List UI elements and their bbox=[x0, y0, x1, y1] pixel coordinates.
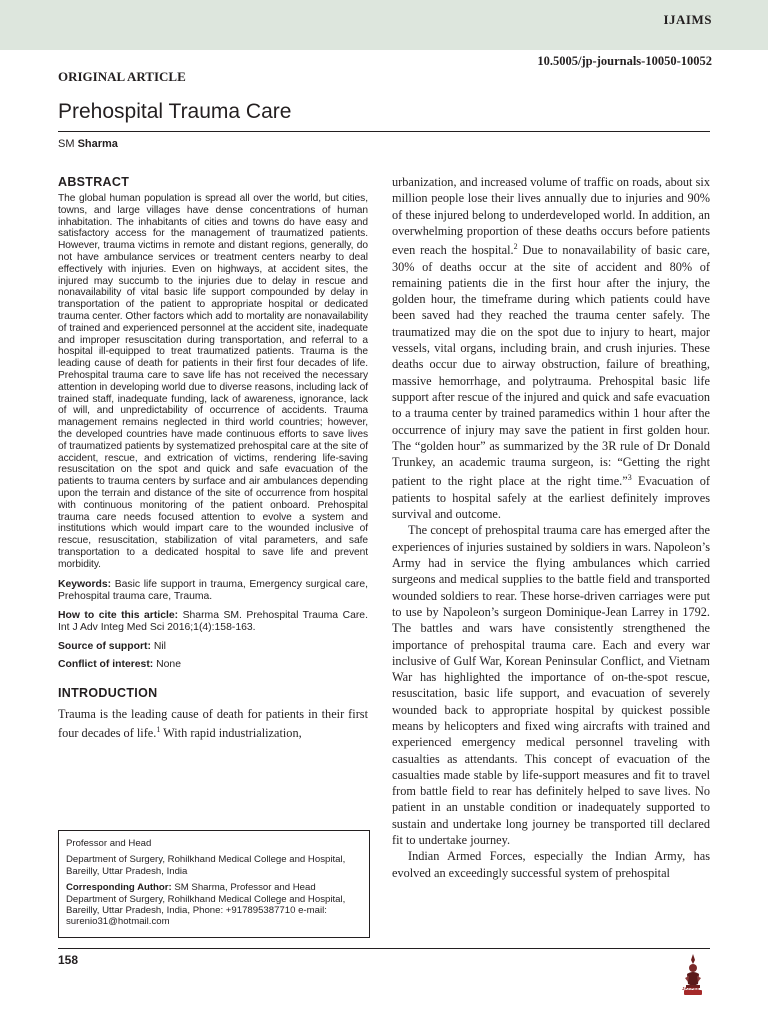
reference-3[interactable]: 3 bbox=[627, 473, 632, 483]
author-initials: SM bbox=[58, 138, 78, 150]
author-department: Department of Surgery, Rohilkhand Medical College and Hospital, Bareilly, Uttar Pradesh, India bbox=[66, 854, 346, 877]
right-column bbox=[392, 174, 710, 881]
intro-text-end: With rapid industrialization, bbox=[160, 726, 302, 741]
citation bbox=[58, 610, 368, 635]
affiliation-box bbox=[58, 830, 370, 938]
reference-2[interactable]: 2 bbox=[513, 242, 518, 252]
corresponding-author-label: Corresponding Author: bbox=[66, 882, 172, 894]
p1-part-a: urbanization, and increased volume of traffic on roads, about six million people lose their lives annually due to injuries and 90% of these injured belong to underdeveloped world. In addition, an overwhelming proportion of these deaths occurs before patients even reach the hospital. bbox=[392, 175, 710, 258]
title-rule bbox=[58, 131, 710, 132]
p1-part-c: Evacuation of patients to hospital safely at the earliest definitely improves survival and outcome. bbox=[392, 474, 710, 522]
conflict-of-interest bbox=[58, 659, 368, 672]
paragraph-3: Indian Armed Forces, especially the Indian Army, has evolved an exceedingly successful system of prehospital bbox=[392, 849, 710, 880]
footer-rule bbox=[58, 948, 710, 949]
publisher-logo-icon bbox=[678, 952, 708, 998]
author-role: Professor and Head bbox=[66, 838, 152, 849]
doi[interactable]: 10.5005/jp-journals-10050-10052 bbox=[537, 54, 712, 68]
keywords bbox=[58, 579, 368, 604]
article-meta bbox=[58, 579, 368, 673]
support-label: Source of support: bbox=[58, 640, 151, 652]
introduction-heading: INTRODUCTION bbox=[58, 686, 158, 701]
header-band bbox=[0, 0, 768, 50]
author-line bbox=[58, 138, 118, 150]
article-title: Prehospital Trauma Care bbox=[58, 100, 292, 123]
support-value: Nil bbox=[150, 640, 166, 652]
abstract-heading: ABSTRACT bbox=[58, 175, 130, 189]
introduction-text bbox=[58, 706, 368, 742]
keywords-value: Basic life support in trauma, Emergency surgical care, Prehospital trauma care, Trauma. bbox=[58, 578, 368, 603]
corresponding-author-details: SM Sharma, Professor and Head Department of Surgery, Rohilkhand Medical College and Hospital, Bareilly, Uttar Pradesh, India, Phone: +917895387710 e-mail: surenio31@hotmail.com bbox=[66, 882, 346, 928]
intro-text-start: Trauma is the leading cause of death for patients in their first four decades of life. bbox=[58, 707, 368, 741]
citation-label: How to cite this article: bbox=[58, 609, 179, 621]
author-surname: Sharma bbox=[77, 138, 118, 150]
p1-part-b: Due to nonavailability of basic care, 30% of deaths occur at the site of accident and 80% of remaining patients die in the first hour after the injury, the golden hour, the timeframe during which patients could have been saved had they reached the trauma center safely. The traumatized may die on the spot due to injury to heart, major vessels, vital organs, including brain, and crush injuries. These deaths occur due to airway obstruction, failure of breathing, massive hemorrhage, and polytrauma. Prehospital basic life support after rescue of the injured and quick and safe evacuation to a trauma center by trained paramedics within 1 hour after the occurrence of injury may save the patient in first golden hour. The “golden hour” as summarized by the 3R rule of Dr Donald Trunkey, an academic trauma surgeon, is: “Getting the right patient to the right place at the right time.” bbox=[392, 243, 710, 489]
keywords-label: Keywords: bbox=[58, 578, 112, 590]
citation-value: Sharma SM. Prehospital Trauma Care. Int J Adv Integ Med Sci 2016;1(4):158-163. bbox=[58, 609, 368, 634]
left-column bbox=[58, 175, 368, 742]
abstract-text: The global human population is spread all over the world, but cities, towns, and large villages have dense concentrations of human inhabitation. The inhabitants of cities and towns do have easy and satisfactory access for the management of traumatized patients. However, trauma victims in remote and distant regions, generally, do not have ambulance services or treatment centers nearby to deal effectively with injuries. Even on highways, at accident sites, the injured may succumb to the injuries due to delay in rescue and nonavailability of vital basic life support compounded by delay in transportation of the patient to appropriate hospital or dedicated trauma center. Other factors which add to mortality are nonavailability of trained and experienced personnel at the accident site, inadequate and improper resuscitation during transportation, and referral to a hospital ill-equipped to treat traumatized patients. Trauma is the leading cause of death for patients in their first four decades of life. Prehospital trauma care to save life has not received the necessary attention in developing world due to diverse reasons, including lack of trained staff, inadequate funding, lack of awareness, ignorance, lack of will, and unpredictability of occurrence of accidents. Trauma management remains neglected in third world countries; however, the developed countries have made continuous efforts to save lives of traumatized patients by systematized prehospital care at the site of accident, rescue, and extrication of victims, rendering life-saving resuscitation on the spot and quick and safe evacuation of the patients to trauma centers by surface and air ambulances depending upon the terrain and distance of the site of occurrence from hospital with continuous monitoring of the patient onboard. Prehospital trauma care needs focused attention to evolve a system and institutions which would impart care to the wounded inclusive of rescue, resuscitation, stabilization of vital parameters, and safe transportation to a dedicated hospital to save life and prevent morbidity. bbox=[58, 193, 368, 570]
reference-1[interactable]: 1 bbox=[156, 725, 161, 735]
journal-name: IJAIMS bbox=[663, 12, 712, 27]
page-number: 158 bbox=[58, 953, 79, 967]
article-type: ORIGINAL ARTICLE bbox=[58, 69, 186, 84]
source-of-support bbox=[58, 641, 368, 654]
corresponding-author bbox=[66, 882, 363, 928]
paragraph-1 bbox=[392, 174, 710, 522]
publisher-logo-text: JAYPEE bbox=[682, 986, 700, 991]
conflict-value: None bbox=[153, 659, 181, 671]
paragraph-2: The concept of prehospital trauma care has emerged after the experiences of injuries sustained by soldiers in wars. Napoleon’s Army had in service the flying ambulances which carried surgeons and medical supplies to the battle field and transported wounded soldiers to rear. These horse-driven carriages were put to use by Napoleon’s surgeon Dominique-Jean Larrey in 1792. The battles and wars have consistently strengthened the importance of prehospital trauma care. Each and every war inclusive of Gulf War, Korean Peninsular Conflict, and Vietnam War has highlighted the importance of on-the-spot rescue, resuscitation, basic life support, and evacuation of severely wounded back to appropriate hospital by quickest possible means by helicopters and fixed wing aircrafts with trained and experienced emergency medical personnel traveling with casualties as attendants. This concept of evacuation of the casualties made stable by life-support measures and fit to travel from battle field to rear has definitely helped to save lives. No patient in an unstable condition or inadequately supported to sustain and undertake long journey be transported till declared fit to undertake journey. bbox=[392, 523, 710, 848]
conflict-label: Conflict of interest: bbox=[58, 659, 154, 671]
